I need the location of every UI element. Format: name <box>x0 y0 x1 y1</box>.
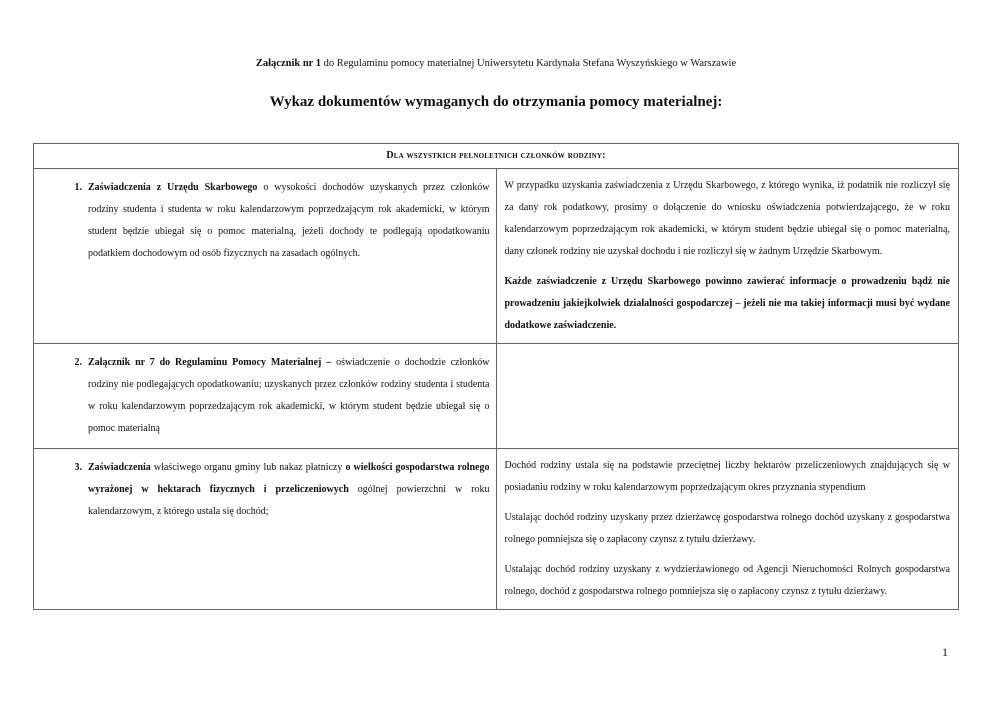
table-row-item-1 <box>34 169 959 344</box>
item-2 <box>34 352 490 440</box>
table-row-item-2 <box>34 344 959 449</box>
section-heading-text: la wszystkich pełnoletnich członków rodziny: <box>393 150 606 161</box>
annex-description: do Regulaminu pomocy materialnej Uniwersytetu Kardynała Stefana Wyszyńskiego w Warszawie <box>321 58 737 69</box>
page-title: Wykaz dokumentów wymaganych do otrzymania pomocy materialnej: <box>269 94 723 110</box>
item-3-emphasis: o wielkości gospodarstwa rolnego wyrażonej w hektarach fizycznych i przeliczeniowych <box>88 462 490 495</box>
item-1-body: o wysokości dochodów uzyskanych przez członków rodziny studenta i studenta w roku kalendarzowym poprzedzającym rok akademicki, w którym student będzie ubiegał się o pomoc materialną, jeżeli dochody te podlegają opodatkowaniu podatkiem dochodowym od osób fizycznych na zasadach ogólnych. <box>88 182 490 259</box>
item-3-number: 3. <box>74 462 82 473</box>
section-row <box>34 144 959 169</box>
item-3-notes-cell <box>496 449 959 610</box>
item-2-notes-cell <box>496 344 959 449</box>
item-1-number: 1. <box>74 182 82 193</box>
item-3-note-3: Ustalając dochód rodziny uzyskany z wydzierżawionego od Agencji Nieruchomości Rolnych gospodarstwa rolnego, dochód z gospodarstwa rolnego pomniejsza się o zapłacony czynsz z tytułu dzierżawy. <box>504 564 950 597</box>
item-1-text <box>88 177 490 265</box>
item-1-description-cell <box>34 169 497 344</box>
annex-header <box>0 58 992 69</box>
item-2-text <box>88 352 490 440</box>
documents-table <box>33 143 959 610</box>
item-3-body-2: ogólnej powierzchni w roku kalendarzowym, z którego ustala się dochód; <box>88 484 490 517</box>
item-3-description-cell <box>34 449 497 610</box>
annex-label: Załącznik nr 1 <box>255 58 322 69</box>
item-1-note-2: Każde zaświadczenie z Urzędu Skarbowego powinno zawierać informacje o prowadzeniu bądź nie prowadzeniu jakiejkolwiek działalności gospodarczej – jeżeli nie ma takiej informacji musi być wydane dodatkowe zaświadczenie. <box>504 276 950 331</box>
item-1-note-1: W przypadku uzyskania zaświadczenia z Urzędu Skarbowego, z którego wynika, iż podatnik nie rozliczył się za dany rok podatkowy, prosimy o dołączenie do wniosku oświadczenia potwierdzającego, że w roku kalendarzowym poprzedzającym rok akademicki, w którym student będzie ubiegał się o pomoc materialną, dany członek rodziny nie uzyskał dochodu i nie rozliczył się w żadnym Urzędzie Skarbowym. <box>504 180 950 257</box>
item-1-notes-cell <box>496 169 959 344</box>
item-3 <box>34 457 490 523</box>
item-1-title: Zaświadczenia z Urzędu Skarbowego <box>88 182 258 193</box>
section-heading <box>34 144 959 169</box>
item-3-note-1: Dochód rodziny ustala się na podstawie przeciętnej liczby hektarów przeliczeniowych znajdujących się w posiadaniu rodziny w roku kalendarzowym poprzedzającym okres przyznania stypendium <box>504 460 950 493</box>
item-1 <box>34 177 490 265</box>
section-heading-initial: D <box>386 150 394 161</box>
page-number: 1 <box>942 645 948 659</box>
table-row-item-3 <box>34 449 959 610</box>
item-2-title: Załącznik nr 7 do Regulaminu Pomocy Materialnej – <box>88 357 332 368</box>
item-3-body-1: właściwego organu gminy lub nakaz płatniczy <box>150 462 346 473</box>
item-3-title: Zaświadczenia <box>88 462 151 473</box>
item-2-body: oświadczenie o dochodzie członków rodziny nie podlegających opodatkowaniu; uzyskanych przez członków rodziny studenta i studenta w roku kalendarzowym poprzedzającym rok akademicki, w którym student będzie ubiegał się o pomoc materialną <box>88 357 490 434</box>
item-2-number: 2. <box>74 357 82 368</box>
item-2-description-cell <box>34 344 497 449</box>
item-3-note-2: Ustalając dochód rodziny uzyskany przez dzierżawcę gospodarstwa rolnego dochód uzyskany z gospodarstwa rolnego pomniejsza się o zapłacony czynsz z tytułu dzierżawy. <box>504 512 950 545</box>
item-3-text <box>88 457 490 523</box>
